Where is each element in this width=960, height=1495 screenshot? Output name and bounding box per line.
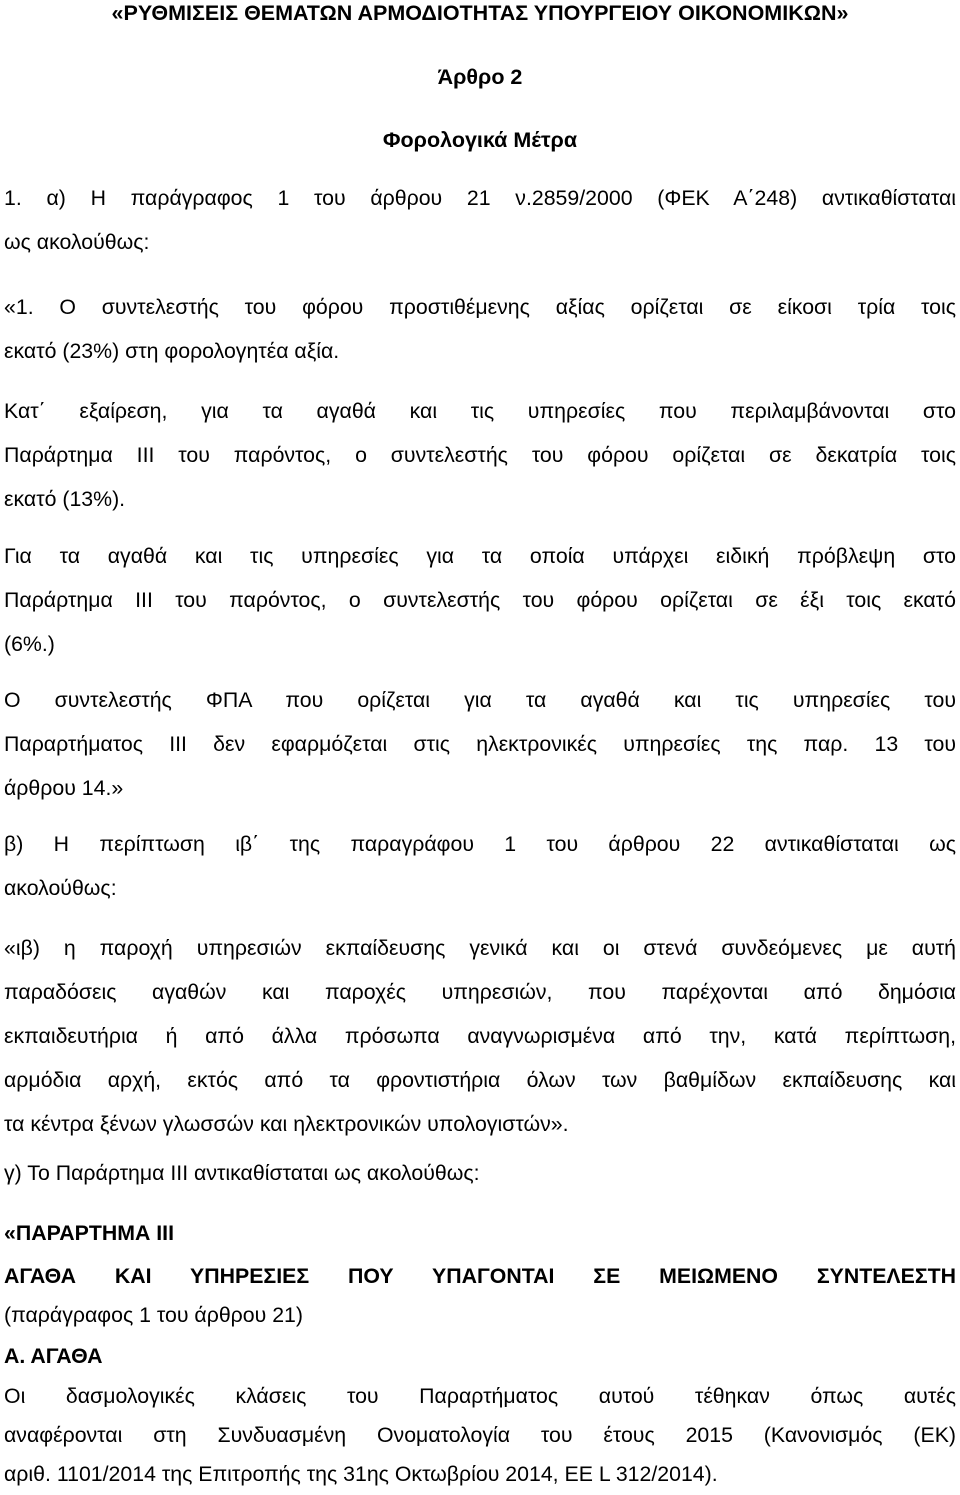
annex-reference-text: (παράγραφος 1 του άρθρου 21)	[4, 1303, 303, 1327]
text-line: Για τα αγαθά και τις υπηρεσίες για τα οποία υπάρχει ειδική πρόβλεψη στο	[4, 544, 956, 568]
text-line: εκατό (23%) στη φορολογητέα αξία.	[4, 339, 340, 363]
paragraph-electronic-services	[4, 678, 956, 810]
document-heading: «ΡΥΘΜΙΣΕΙΣ ΘΕΜΑΤΩΝ ΑΡΜΟΔΙΟΤΗΤΑΣ ΥΠΟΥΡΓΕΙΟΥ ΟΙΚΟΝΟΜΙΚΩΝ»	[111, 1, 849, 25]
article-title: Φορολογικά Μέτρα	[382, 128, 578, 152]
text-line: β) Η περίπτωση ιβ΄ της παραγράφου 1 του άρθρου 22 αντικαθίσταται ως	[4, 832, 956, 856]
paragraph-super-reduced-rate	[4, 534, 956, 666]
text-line: παραδόσεις αγαθών και παροχές υπηρεσιών, που παρέχονται από δημόσια	[4, 980, 956, 1004]
paragraph-1b	[4, 822, 956, 910]
text-line: Κατ΄ εξαίρεση, για τα αγαθά και τις υπηρεσίες που περιλαμβάνονται στο	[4, 399, 956, 423]
text-line: αναφέρονται στη Συνδυασμένη Ονοματολογία του έτους 2015 (Κανονισμός (ΕΚ)	[4, 1423, 956, 1447]
text-line: αρμόδια αρχή, εκτός από τα φροντιστήρια όλων των βαθμίδων εκπαίδευσης και	[4, 1068, 956, 1092]
text-line: «ιβ) η παροχή υπηρεσιών εκπαίδευσης γενικά και οι στενά συνδεόμενες με αυτή	[4, 936, 956, 960]
annex-reference	[4, 1296, 956, 1335]
text-line: ακολούθως:	[4, 876, 117, 900]
paragraph-reduced-rate	[4, 389, 956, 521]
text-line: «1. Ο συντελεστής του φόρου προστιθέμενης αξίας ορίζεται σε είκοσι τρία τοις	[4, 295, 956, 319]
section-a-heading	[4, 1337, 956, 1376]
paragraph-education-services	[4, 926, 956, 1146]
text-line: Παράρτημα ΙΙΙ του παρόντος, ο συντελεστής του φόρου ορίζεται σε έξι τοις εκατό	[4, 588, 956, 612]
text-line: ως ακολούθως:	[4, 230, 150, 254]
text-line: άρθρου 14.»	[4, 776, 124, 800]
text-line: τα κέντρα ξένων γλωσσών και ηλεκτρονικών υπολογιστών».	[4, 1112, 569, 1136]
text-line: εκπαιδευτήρια ή από άλλα πρόσωπα αναγνωρισμένα από την, κατά περίπτωση,	[4, 1024, 956, 1048]
text-line: εκατό (13%).	[4, 487, 126, 511]
annex-title	[4, 1214, 956, 1253]
paragraph-tariff-classes	[4, 1377, 956, 1494]
section-a-text: Α. ΑΓΑΘΑ	[4, 1344, 103, 1368]
text-line: (6%.)	[4, 632, 55, 656]
text-line: γ) Το Παράρτημα ΙΙΙ αντικαθίσταται ως ακολούθως:	[4, 1161, 480, 1185]
text-line: Ο συντελεστής ΦΠΑ που ορίζεται για τα αγαθά και τις υπηρεσίες του	[4, 688, 956, 712]
text-line: 1. α) Η παράγραφος 1 του άρθρου 21 ν.2859/2000 (ΦΕΚ Α΄248) αντικαθίσταται	[4, 186, 956, 210]
text-line: Παραρτήματος ΙΙΙ δεν εφαρμόζεται στις ηλεκτρονικές υπηρεσίες της παρ. 13 του	[4, 732, 956, 756]
paragraph-1a	[4, 176, 956, 264]
text-line: Παράρτημα ΙΙΙ του παρόντος, ο συντελεστής του φόρου ορίζεται σε δεκατρία τοις	[4, 443, 956, 467]
text-line: Οι δασμολογικές κλάσεις του Παραρτήματος αυτού τέθηκαν όπως αυτές	[4, 1384, 956, 1408]
annex-subtitle-text: ΑΓΑΘΑ ΚΑΙ ΥΠΗΡΕΣΙΕΣ ΠΟΥ ΥΠΑΓΟΝΤΑΙ ΣΕ ΜΕΙΩΜΕΝΟ ΣΥΝΤΕΛΕΣΤΗ	[4, 1264, 956, 1288]
paragraph-1c	[4, 1151, 956, 1195]
article-number: Άρθρο 2	[437, 65, 523, 89]
annex-title-text: «ΠΑΡΑΡΤΗΜΑ ΙΙΙ	[4, 1221, 174, 1245]
paragraph-vat-rate	[4, 285, 956, 373]
text-line: αριθ. 1101/2014 της Επιτροπής της 31ης Οκτωβρίου 2014, ΕΕ L 312/2014).	[4, 1462, 718, 1486]
annex-subtitle	[4, 1257, 956, 1296]
